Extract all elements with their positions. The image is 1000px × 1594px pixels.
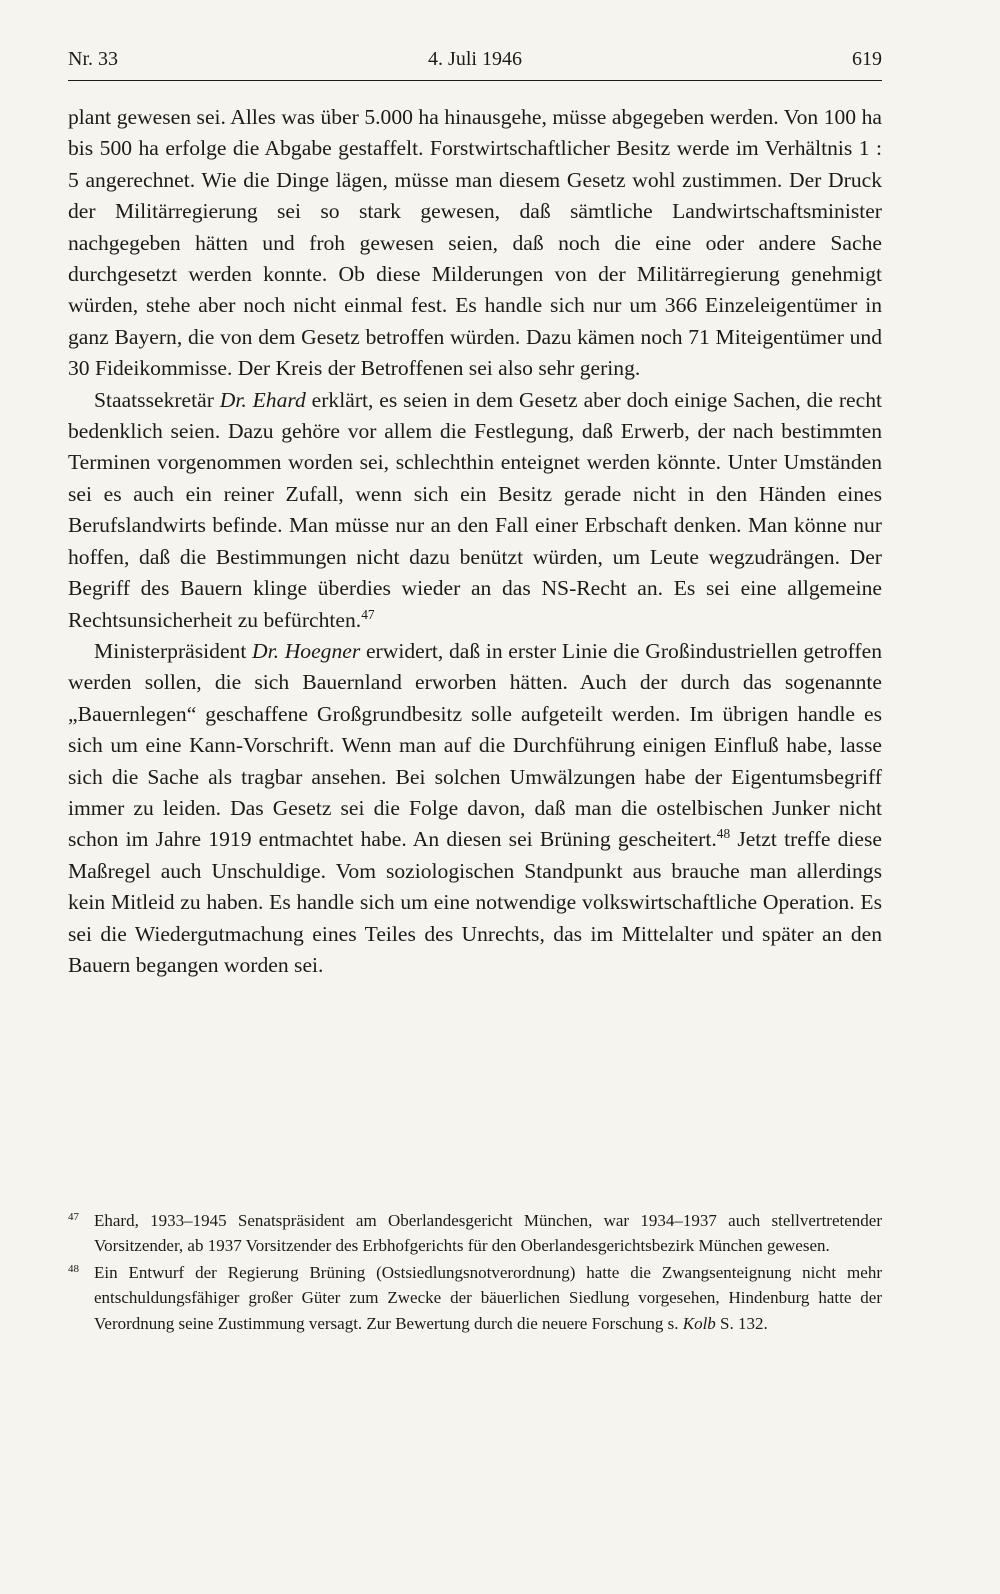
speaker-name: Dr. Ehard — [219, 387, 306, 412]
running-header — [68, 48, 882, 76]
footnotes — [68, 1208, 882, 1337]
paragraph-3 — [68, 636, 882, 981]
footnote-ref-47[interactable]: 47 — [361, 606, 375, 622]
header-date: 4. Juli 1946 — [428, 48, 522, 70]
paragraph-3-text: erwidert, daß in erster Linie die Großindustriellen getroffen werden sollen, die sich Bauernland erworben hätten. Auch der durch das sogenannte „Bauernlegen“ geschaffene Großgrundbesitz solle aufgeteilt werden. Im übrigen handle es sich um eine Kann-Vorschrift. Wenn man auf die Durchführung einigen Einfluß habe, lasse sich die Sache als tragbar ansehen. Bei solchen Umwälzungen habe der Eigentumsbegriff immer zu leiden. Das Gesetz sei die Folge davon, daß man die ostelbischen Junker nicht schon im Jahre 1919 entmachtet habe. An diesen sei Brüning gescheitert. — [68, 638, 882, 852]
paragraph-2-text: erklärt, es seien in dem Gesetz aber doch einige Sachen, die recht bedenklich seien. Dazu gehöre vor allem die Festlegung, daß Erwerb, der nach bestimmten Terminen vorgenommen worden sei, schlechthin enteignet werden könnte. Unter Umständen sei es auch ein reiner Zufall, wenn sich ein Besitz gerade nicht in den Händen eines Berufslandwirts befinde. Man müsse nur an den Fall einer Erbschaft denken. Man könne nur hoffen, daß die Bestimmungen nicht dazu benützt würden, um Leute wegzudrängen. Der Begriff des Bauern klinge überdies wieder an das NS-Recht an. Es sei eine allgemeine Rechtsunsicherheit zu befürchten. — [68, 387, 882, 632]
footnote-47 — [68, 1208, 882, 1259]
footnote-number: 47 — [68, 1211, 79, 1223]
footnote-text: Ein Entwurf der Regierung Brüning (Ostsiedlungsnotverordnung) hatte die Zwangsenteignung nicht mehr entschuldungsfähiger großer Güter zum Zwecke der bäuerlichen Siedlung vorgesehen, Hindenburg hatte der Verordnung seine Zustimmung versagt. Zur Bewertung durch die neuere Forschung s. — [94, 1262, 882, 1333]
footnote-48 — [68, 1260, 882, 1336]
main-text — [68, 102, 882, 981]
speaker-name: Dr. Hoegner — [252, 638, 361, 663]
reference-author: Kolb — [682, 1313, 716, 1333]
page-number: 619 — [852, 48, 882, 70]
paragraph-2-lead: Staatssekretär — [94, 387, 220, 412]
paragraph-3-text-end: Jetzt treffe diese Maßregel auch Unschuldige. Vom soziologischen Standpunkt aus brauche man allerdings kein Mitleid zu haben. Es handle sich um eine notwendige volkswirtschaftliche Operation. Es sei die Wiedergutmachung eines Teiles des Unrechts, das im Mittelalter und später an den Bauern begangen worden sei. — [68, 827, 882, 977]
paragraph-3-lead: Ministerpräsident — [94, 638, 253, 663]
header-rule — [68, 80, 882, 81]
footnote-text: Ehard, 1933–1945 Senatspräsident am Oberlandesgericht München, war 1934–1937 auch stellvertretender Vorsitzender, ab 1937 Vorsitzender des Erbhofgerichts für den Oberlandesgerichtsbezirk München gewesen. — [94, 1211, 882, 1256]
footnote-ref-48[interactable]: 48 — [716, 826, 731, 842]
footnote-text-end: S. 132. — [715, 1313, 768, 1333]
paragraph-2 — [68, 385, 882, 636]
issue-number: Nr. 33 — [68, 48, 118, 70]
footnote-number: 48 — [68, 1262, 79, 1275]
paragraph-1: plant gewesen sei. Alles was über 5.000 ha hinausgehe, müsse abgegeben werden. Von 100 ha bis 500 ha erfolge die Abgabe gestaffelt. Forstwirtschaftlicher Besitz werde im Verhältnis 1 : 5 angerechnet. Wie die Dinge lägen, müsse man diesem Gesetz wohl zustimmen. Der Druck der Militärregierung sei so stark gewesen, daß sämtliche Landwirtschaftsminister nachgegeben hätten und froh gewesen seien, daß noch die eine oder andere Sache durchgesetzt werden konnte. Ob diese Milderungen von der Militärregierung genehmigt würden, stehe aber noch nicht einmal fest. Es handle sich nur um 366 Einzeleigentümer in ganz Bayern, die von dem Gesetz betroffen würden. Dazu kämen noch 71 Miteigentümer und 30 Fideikommisse. Der Kreis der Betroffenen sei also sehr gering. — [68, 105, 882, 381]
